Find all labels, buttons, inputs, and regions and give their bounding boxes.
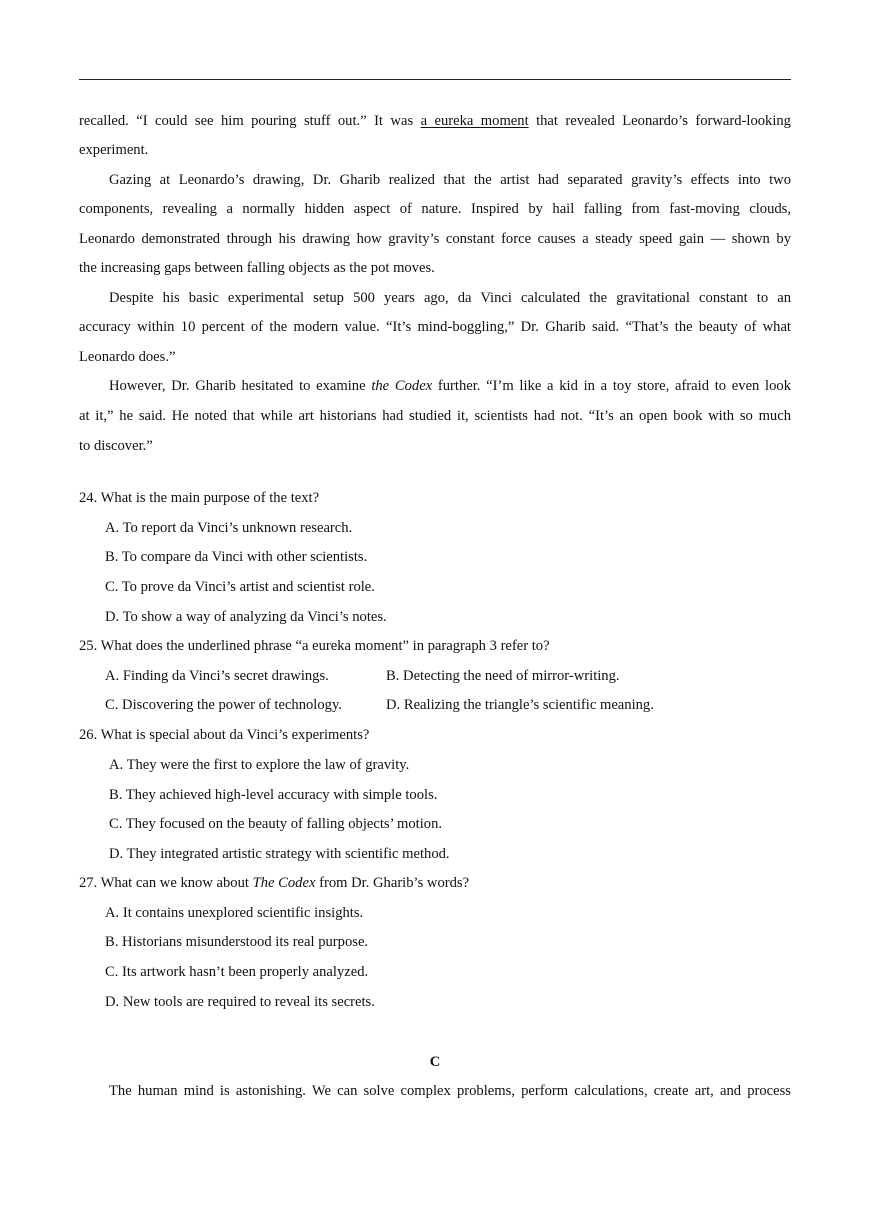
question-stem: 25. What does the underlined phrase “a eureka moment” in paragraph 3 refer to? [79,638,550,654]
passage-line: accuracy within 10 percent of the modern value. “It’s mind-boggling,” Dr. Gharib said. “That’s the beauty of what [79,319,791,335]
passage-line: at it,” he said. He noted that while art historians had studied it, scientists had not. “It’s an open book with so much [79,408,791,424]
passage-line: recalled. “I could see him pouring stuff out.” It was a eureka moment that revealed Leonardo’s forward-looking [79,113,791,129]
answer-option[interactable]: B. To compare da Vinci with other scientists. [105,549,368,565]
answer-option[interactable]: D. They integrated artistic strategy with scientific method. [109,846,450,862]
header-rule [79,79,791,80]
codex-title: the Codex [371,378,433,394]
answer-option[interactable]: C. They focused on the beauty of falling objects’ motion. [109,816,443,832]
answer-option[interactable]: D. New tools are required to reveal its secrets. [105,994,375,1010]
passage-line: components, revealing a normally hidden aspect of nature. Inspired by hail falling from fast-moving clouds, [79,201,791,217]
answer-option[interactable]: B. Detecting the need of mirror-writing. [386,668,620,684]
answer-option[interactable]: B. Historians misunderstood its real purpose. [105,934,369,950]
passage-line: Gazing at Leonardo’s drawing, Dr. Gharib realized that the artist had separated gravity’s effects into two [109,172,791,188]
codex-title: The Codex [252,875,316,891]
passage-line: the increasing gaps between falling objects as the pot moves. [79,260,435,276]
answer-option[interactable]: D. Realizing the triangle’s scientific meaning. [386,697,654,713]
answer-option[interactable]: A. They were the first to explore the law of gravity. [109,757,410,773]
passage-line: The human mind is astonishing. We can solve complex problems, perform calculations, create art, and process [109,1083,791,1099]
passage-line: However, Dr. Gharib hesitated to examine the Codex further. “I’m like a kid in a toy store, afraid to even look [109,378,792,394]
answer-option[interactable]: A. Finding da Vinci’s secret drawings. [105,668,329,684]
answer-option[interactable]: C. To prove da Vinci’s artist and scientist role. [105,579,375,595]
passage-line: Despite his basic experimental setup 500 years ago, da Vinci calculated the gravitational constant to an [109,290,791,306]
underlined-phrase: a eureka moment [420,113,529,129]
passage-line: experiment. [79,142,149,158]
passage-line: Leonardo does.” [79,349,176,365]
answer-option[interactable]: D. To show a way of analyzing da Vinci’s notes. [105,609,387,625]
passage-line: to discover.” [79,438,153,454]
answer-option[interactable]: A. To report da Vinci’s unknown research. [105,520,353,536]
question-stem: 27. What can we know about The Codex from Dr. Gharib’s words? [79,875,470,891]
answer-option[interactable]: B. They achieved high-level accuracy with simple tools. [109,787,438,803]
question-stem: 26. What is special about da Vinci’s experiments? [79,727,370,743]
answer-option[interactable]: C. Its artwork hasn’t been properly analyzed. [105,964,369,980]
answer-option[interactable]: A. It contains unexplored scientific insights. [105,905,364,921]
passage-line: Leonardo demonstrated through his drawing how gravity’s constant force causes a steady speed gain — shown by [79,231,791,247]
answer-option[interactable]: C. Discovering the power of technology. [105,697,342,713]
section-heading: C [429,1054,441,1070]
question-stem: 24. What is the main purpose of the text? [79,490,320,506]
